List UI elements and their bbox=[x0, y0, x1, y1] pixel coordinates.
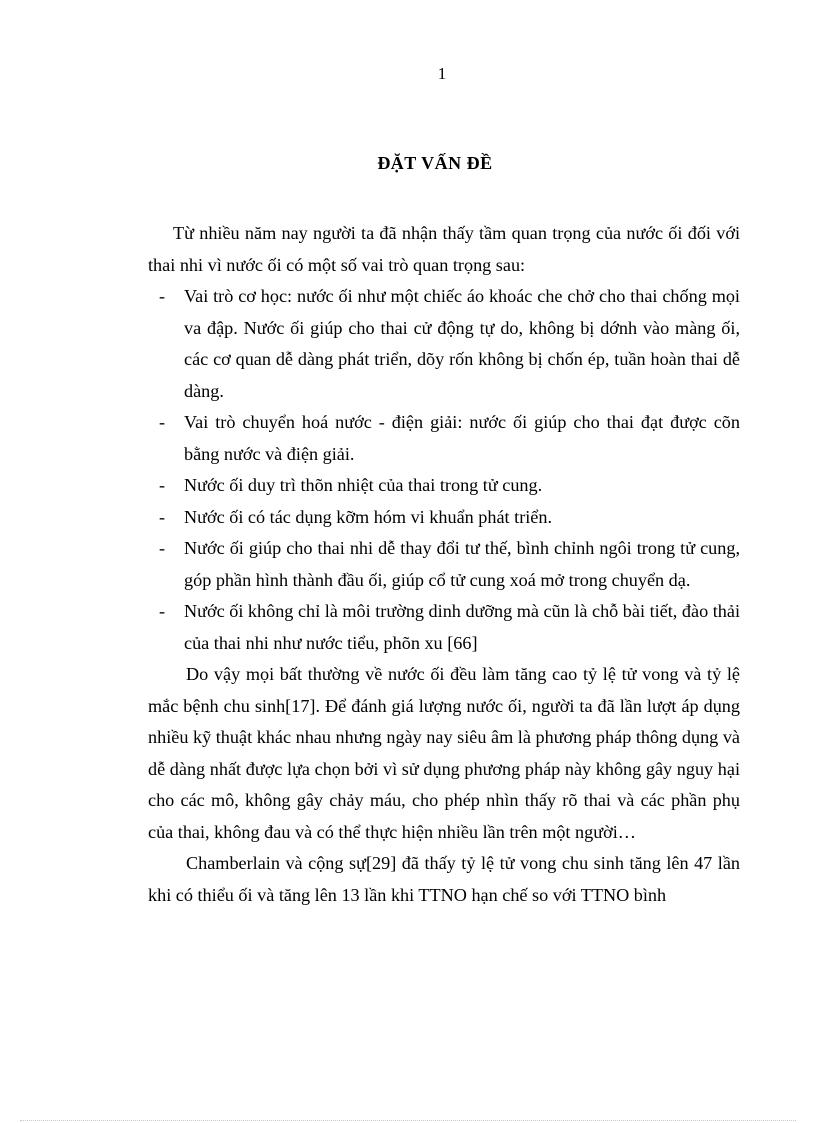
list-item bbox=[148, 502, 740, 534]
list-item-text: Vai trò cơ học: nước ối như một chiếc áo khoác che chở cho thai chống mọi va đập. Nước ối giúp cho thai cử động tự do, không bị dớnh vào màng ối, các cơ quan dễ dàng phát triển, dõy rốn không bị chốn ép, tuần hoàn thai dễ dàng. bbox=[184, 286, 740, 401]
bullet-dash: - bbox=[159, 412, 166, 432]
list-item-text: Nước ối duy trì thõn nhiệt của thai trong tử cung. bbox=[184, 475, 543, 495]
body-paragraph: Do vậy mọi bất thường về nước ối đều làm tăng cao tỷ lệ tử vong và tỷ lệ mắc bệnh chu sinh[17]. Để đánh giá lượng nước ối, người ta đã lần lượt áp dụng nhiều kỹ thuật khác nhau nhưng ngày nay siêu âm là phương pháp thông dụng và dễ dàng nhất được lựa chọn bởi vì sử dụng phương pháp này không gây nguy hại cho các mô, không gây chảy máu, cho phép nhìn thấy rõ thai và các phần phụ của thai, không đau và có thể thực hiện nhiều lần trên một người… bbox=[148, 664, 740, 842]
bullet-dash: - bbox=[159, 475, 166, 495]
bullet-dash: - bbox=[159, 601, 166, 621]
list-item bbox=[148, 407, 740, 470]
list-item-text: Vai trò chuyển hoá nước - điện giải: nước ối giúp cho thai đạt được cõn bằng nước và điện giải. bbox=[184, 412, 740, 464]
list-item bbox=[148, 533, 740, 596]
document-body bbox=[148, 218, 740, 911]
bullet-dash: - bbox=[159, 286, 166, 306]
bullet-dash: - bbox=[159, 506, 166, 527]
page-bottom-divider bbox=[20, 1120, 796, 1121]
list-item bbox=[148, 596, 740, 659]
role-list bbox=[148, 281, 740, 659]
body-paragraph: Chamberlain và cộng sự[29] đã thấy tỷ lệ tử vong chu sinh tăng lên 47 lần khi có thiểu ối và tăng lên 13 lần khi TTNO hạn chế so với TTNO bình bbox=[148, 853, 740, 905]
list-item bbox=[148, 470, 740, 502]
intro-paragraph: Từ nhiều năm nay người ta đã nhận thấy tầm quan trọng của nước ối đối với thai nhi vì nước ối có một số vai trò quan trọng sau: bbox=[148, 223, 740, 275]
list-item-text: Nước ối giúp cho thai nhi dễ thay đổi tư thế, bình chỉnh ngôi trong tử cung, góp phần hình thành đầu ối, giúp cổ tử cung xoá mở trong chuyển dạ. bbox=[184, 538, 740, 590]
list-item bbox=[148, 281, 740, 407]
page-number: 1 bbox=[437, 64, 447, 83]
page-title: ĐẶT VẤN ĐỀ bbox=[377, 153, 493, 173]
list-item-text: Nước ối không chỉ là môi trường dinh dưỡng mà cũn là chỗ bài tiết, đào thải của thai nhi như nước tiểu, phõn xu [66] bbox=[184, 601, 740, 653]
bullet-dash: - bbox=[159, 538, 166, 558]
list-item-text: Nước ối có tác dụng kỡm hóm vi khuẩn phát triển. bbox=[184, 506, 553, 527]
